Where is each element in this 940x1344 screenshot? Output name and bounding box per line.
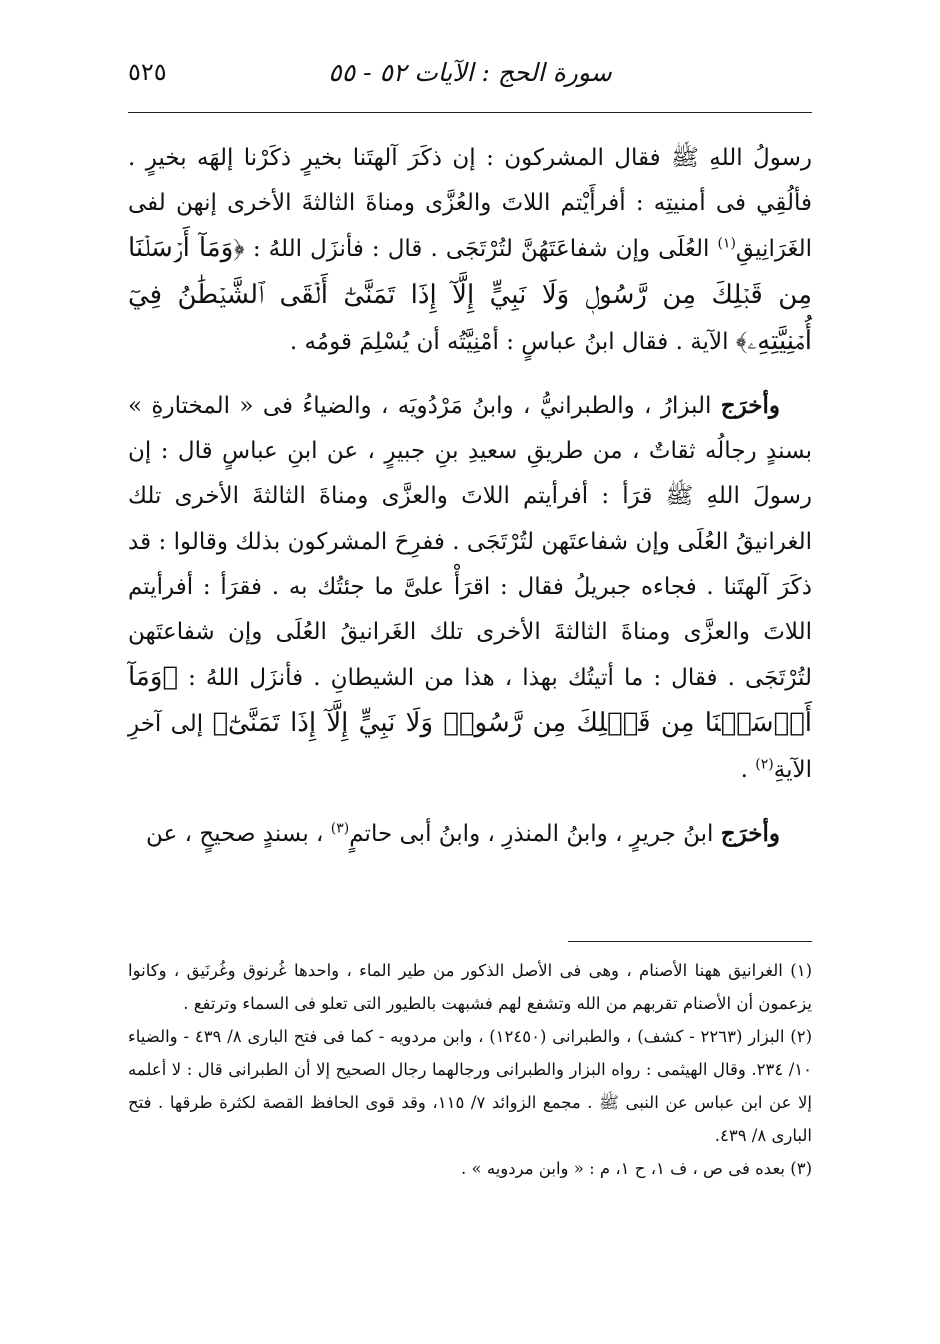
paragraph-2-text: البزارُ ، والطبرانيُّ ، وابنُ مَرْدُويَه ، والضياءُ فى « المختارةِ » بسندٍ رجالُه ثقاتٌ ، من طريقِ سعيدِ بنِ جبيرٍ ، عن ابنِ عباسٍ قال : إن رسولَ اللهِ ﷺ قرَأ : أفرأيتم اللاتَ والعزَّى ومناةَ الثالثةَ الأخرى تلك الغرانيقُ العُلَى وإن شفاعتَهن لتُرْتَجَى . ففرِحَ المشركون بذلك وقالوا : قد ذكَرَ آلهتَنا . فجاءه جبريلُ فقال : اقرَأْ علىَّ ما جئتُك به . فقرَأ : أفرأيتم اللاتَ والعزَّى ومناةَ الثالثةَ الأخرى تلك الغَرانيقُ العُلَى وإن شفاعتَهن لتُرْتَجَى . فقال : ما أتيتُك بهذا ، هذا من الشيطانِ . فأنزَل اللهُ : (128, 393, 813, 692)
footnote-rule (568, 941, 812, 942)
surah-verse-title: سورة الحج : الآيات ٥٢ - ٥٥ (328, 58, 612, 87)
paragraph-1-text-b: العُلَى وإن شفاعَتَهُنَّ لتُرْتَجَى . قال : فأنزَل اللهُ : (252, 236, 710, 263)
paragraph-3 (128, 811, 812, 857)
footnote-1: (١) الغرانيق ههنا الأصنام ، وهى فى الأصل الذكور من طير الماء ، واحدها غُرنوق وغُرنَيق ، وكانوا يزعمون أن الأصنام تقربهم من الله وتشفع لهم فشبهت بالطيور التى تعلو فى السماء وترتفع . (128, 961, 812, 1013)
paragraph-1 (128, 136, 812, 365)
paragraph-2-text-c: . (740, 756, 748, 783)
paragraph-2-text-b: إلى آخرِ الآيةِ (128, 711, 812, 783)
paragraph-1-text: رسولُ اللهِ ﷺ فقال المشركون : إن ذكَرَ آلهتَنا بخيرٍ ذكَرْنا إلهَه بخيرٍ . فألُقِي فى أمنيتِه : أفرأَيْتم اللاتَ والعُزَّى ومناةَ الثالثةَ الأخرى إنهن لفى الغَرَانِيقِ (128, 145, 813, 263)
footnote-3: (٣) بعده فى ص ، ف ١، ح ١، م : « وابن مردويه » . (461, 1159, 812, 1178)
paragraph-2 (128, 383, 812, 793)
quran-verse-2: ﴿وَمَآ أَرۡسَلۡنَا مِن قَبۡلِكَ مِن رَّسُولٖ وَلَا نَبِيٍّ إِلَّآ إِذَا تَمَنَّىٰٓ﴾ (128, 662, 812, 739)
footnote-ref-2: (٢) (755, 755, 774, 772)
running-header (128, 58, 812, 94)
main-text (128, 136, 812, 857)
footnote-2: (٢) البزار (٢٢٦٣ - كشف) ، والطبرانى (١٢٤٥٠) ، وابن مردويه - كما فى فتح البارى ٨/ ٤٣٩ - والضياء ١٠/ ٢٣٤. وقال الهيثمى : رواه البزار والطبرانى ورجالهما رجال الصحيح إلا أن الطبرانى قال : لا أعلمه إلا عن ابن عباس عن النبى ﷺ . مجمع الزوائد ٧/ ١١٥، وقد قوى الحافظ القصة لكثرة طرقها . فتح البارى ٨/ ٤٣٩. (128, 1027, 812, 1145)
header-rule (128, 112, 812, 113)
footnotes (128, 954, 812, 1185)
quran-verse-1: ﴿وَمَآ أَرۡسَلۡنَا مِن قَبۡلِكَ مِن رَّسُولٖ وَلَا نَبِيٍّ إِلَّآ إِذَا تَمَنَّىٰٓ أَلۡقَى ٱلشَّيۡطَٰنُ فِيٓ أُمۡنِيَّتِهِۦ﴾ (128, 233, 812, 356)
footnote-ref-1: (١) (717, 235, 736, 252)
footnote-ref-3: (٣) (330, 820, 350, 837)
page-number: ٥٢٥ (128, 58, 167, 86)
paragraph-3-text-b: ، بسندٍ صحيحٍ ، عن (146, 820, 324, 847)
paragraph-1-text-c: الآية . فقال ابنُ عباسٍ : أمْنِيَّتُه أن يُسْلِمَ قومُه . (289, 328, 729, 355)
paragraph-3-text: ابنُ جريرٍ ، وابنُ المنذرِ ، وابنُ أبى حاتمٍ (349, 820, 714, 847)
paragraph-3-lead: وأخرَج (720, 819, 780, 847)
paragraph-2-lead: وأخرَج (720, 392, 780, 420)
